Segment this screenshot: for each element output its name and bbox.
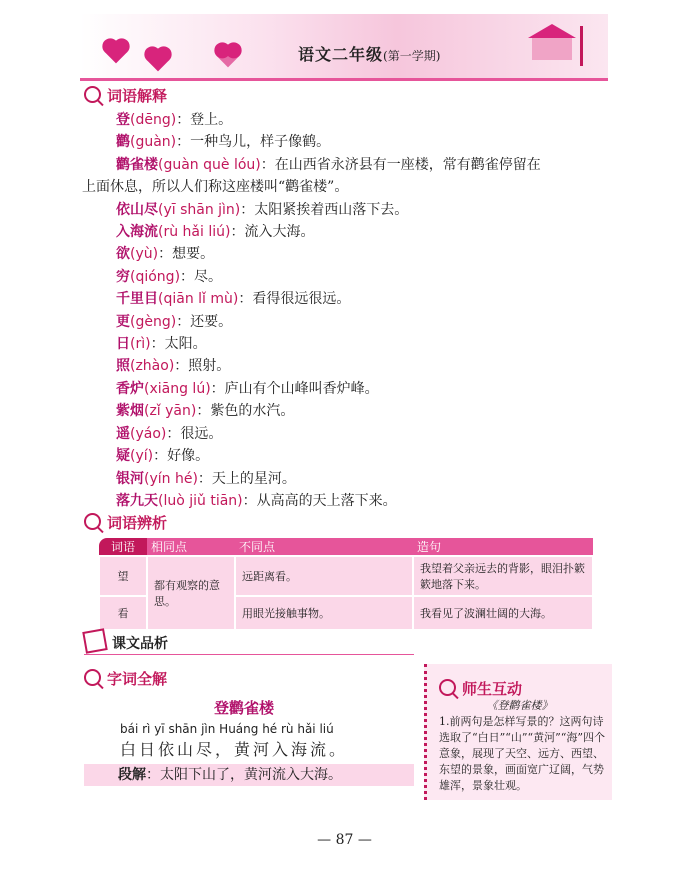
heart-icon: [147, 49, 170, 72]
table-cell-word: 望: [99, 556, 147, 596]
divider: [84, 654, 414, 655]
poem-pinyin: bái rì yī shān jìn Huáng hé rù hǎi liú: [120, 722, 334, 736]
table-header-cell: 相同点: [147, 538, 235, 556]
section-title-interaction: 师生互动: [439, 678, 624, 699]
table-row: [99, 556, 593, 596]
interaction-text: 1.前两句是怎样写景的？这两句诗选取了“白日”“山”“黄河”“海”四个意象，展现了天空、远方、西望、东望的景象，画面宽广辽阔，气势雄浑，景象壮观。: [439, 715, 605, 792]
table-cell-diff: 用眼光接触事物。: [235, 596, 413, 630]
definition-item: 登(dēng)：登上。: [116, 112, 233, 128]
definition-item: 落九天(luò jiǔ tiān)：从高高的天上落下来。: [116, 492, 397, 509]
definition-item: 穷(qióng)：尽。: [116, 268, 223, 285]
magnifier-icon: [84, 669, 101, 686]
heart-icon: [217, 45, 240, 68]
table-cell-diff: 远距离看。: [235, 556, 413, 596]
definition-item: 银河(yín hé)：天上的星河。: [116, 470, 296, 487]
tree-icon: [580, 26, 583, 66]
section-title-words: 字词全解: [84, 668, 167, 689]
definition-item: 更(gèng)：还要。: [116, 313, 233, 330]
definition-item: 入海流(rù hǎi liú)：流入大海。: [116, 224, 315, 241]
definition-item: 香炉(xiāng lú)：庐山有个山峰叫香炉峰。: [116, 380, 379, 397]
table-header-row: [99, 538, 593, 556]
heart-icon: [105, 41, 128, 64]
definition-item: 疑(yí)：好像。: [116, 448, 210, 465]
definition-list: [82, 109, 612, 512]
table-cell-sentence: 我望着父亲远去的背影，眼泪扑簌簌地落下来。: [413, 556, 593, 596]
paragraph-explanation: 段解：太阳下山了，黄河流入大海。: [84, 764, 414, 786]
section-title-compare: 词语辨析: [84, 512, 167, 533]
book-title: 语文二年级(第一学期): [298, 45, 441, 64]
definition-item: 鹳(guàn)：一种鸟儿，样子像鹤。: [116, 134, 331, 151]
interaction-subtitle: 《登鹳雀楼》: [486, 699, 553, 712]
interaction-box: [424, 664, 612, 800]
table-header-cell: 不同点: [235, 538, 413, 556]
definition-item: 依山尽(yī shān jìn)：太阳紧挨着西山落下去。: [116, 201, 409, 218]
definition-continuation: 上面休息，所以人们称这座楼叫“鹳雀楼”。: [82, 179, 349, 196]
section-title-analysis: 课文品析: [84, 630, 168, 653]
magnifier-icon: [439, 679, 456, 696]
section-title-definitions: 词语解释: [84, 85, 167, 106]
poem-title: 登鹳雀楼: [214, 699, 275, 717]
definition-item: 遥(yáo)：很远。: [116, 425, 223, 442]
compare-table: [98, 538, 594, 631]
definition-item: 欲(yù)：想要。: [116, 246, 215, 263]
definition-item: 紫烟(zǐ yān)：紫色的水汽。: [116, 403, 295, 420]
definition-item: 鹳雀楼(guàn què lóu)：在山西省永济县有一座楼，常有鹳雀停留在: [116, 156, 541, 173]
page-number: — 87 —: [317, 832, 372, 848]
definition-item: 千里目(qiān lǐ mù)：看得很远很远。: [116, 291, 351, 308]
feather-icon: [82, 628, 107, 653]
definition-item: 日(rì)：太阳。: [116, 336, 207, 353]
table-cell-word: 看: [99, 596, 147, 630]
poem-text: 白日依山尽，黄河入海流。: [120, 740, 349, 759]
definition-item: 照(zhào)：照射。: [116, 358, 231, 375]
table-header-cell: 词语: [99, 538, 147, 556]
magnifier-icon: [84, 513, 101, 530]
house-icon: [532, 38, 572, 60]
table-header-cell: 造句: [413, 538, 593, 556]
magnifier-icon: [84, 86, 101, 103]
table-cell-sentence: 我看见了波澜壮阔的大海。: [413, 596, 593, 630]
table-cell-common: 都有观察的意思。: [147, 556, 235, 630]
